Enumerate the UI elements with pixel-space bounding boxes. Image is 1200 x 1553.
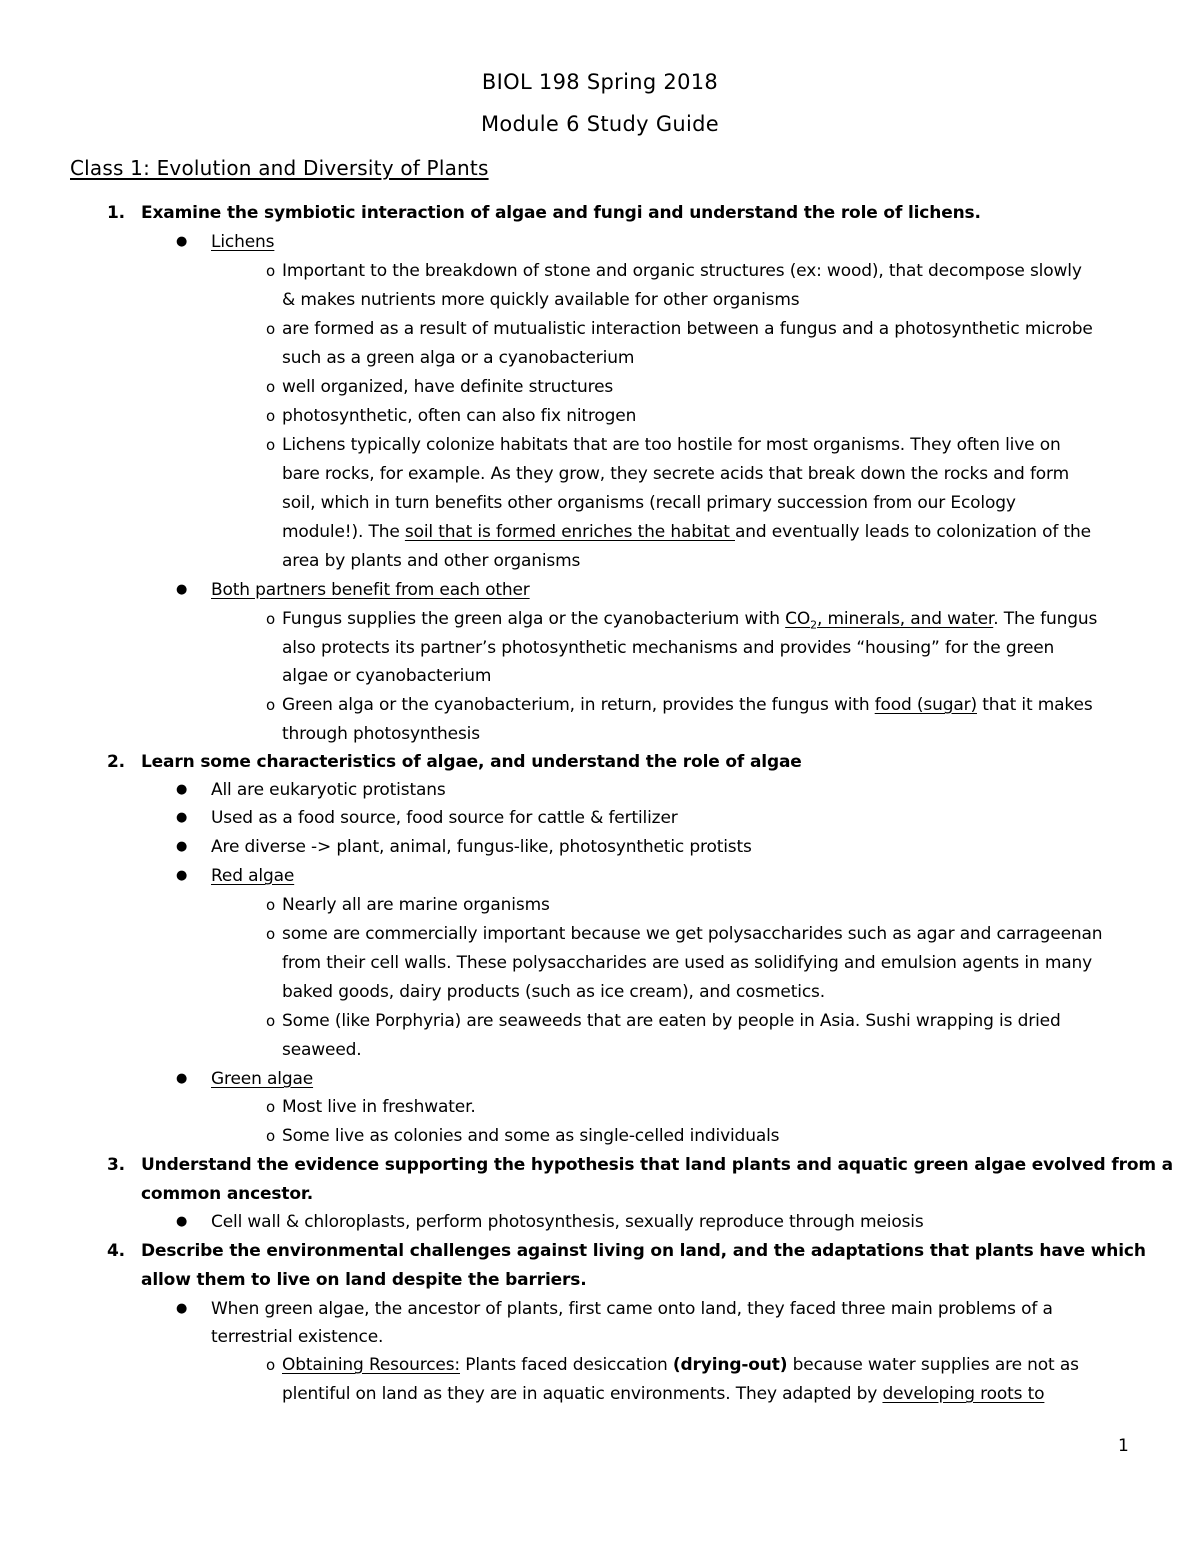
sub-bullet-marker: o [266, 407, 276, 425]
underlined-phrase [785, 609, 994, 632]
text-run: that it makes [976, 695, 1093, 715]
text-run: plentiful on land as they are in aquatic environments. They adapted by [282, 1384, 883, 1404]
sub-bullet-marker: o [266, 696, 276, 714]
sub-bullet [266, 318, 1093, 340]
bullet [176, 1211, 924, 1233]
sub-bullet-continuation [282, 1383, 1044, 1405]
question-3 [107, 1154, 1173, 1176]
course-title: BIOL 198 Spring 2018 [481, 70, 719, 94]
sub-bullet-marker: o [266, 1012, 276, 1030]
question-number: 2. [107, 752, 125, 772]
sub-bullet [266, 694, 1093, 716]
sub-bullet [266, 1354, 1079, 1376]
sub-bullet [266, 894, 550, 916]
question-4 [107, 1240, 1146, 1262]
question-text: Learn some characteristics of algae, and understand the role of algae [141, 752, 802, 772]
bullet-lichens [176, 231, 274, 253]
sub-bullet [266, 434, 1061, 456]
sub-bullet [266, 1125, 779, 1147]
sub-bullet-continuation: also protects its partner’s photosynthetic mechanisms and provides “housing” for the green [282, 638, 1055, 658]
bullet-label: Both partners benefit from each other [211, 580, 530, 600]
sub-bullet-continuation: baked goods, dairy products (such as ice cream), and cosmetics. [282, 982, 825, 1002]
bullet-icon: ● [176, 234, 188, 249]
sub-bullet-marker: o [266, 378, 276, 396]
sub-bullet-continuation: soil, which in turn benefits other organisms (recall primary succession from our Ecology [282, 493, 1016, 513]
sub-bullet-text: Nearly all are marine organisms [282, 895, 550, 915]
sub-bullet-marker: o [266, 262, 276, 280]
class-heading: Class 1: Evolution and Diversity of Plants [70, 156, 489, 180]
sub-bullet-text: Important to the breakdown of stone and organic structures (ex: wood), that decompose slowly [282, 261, 1082, 281]
bullet-text: All are eukaryotic protistans [211, 780, 446, 800]
bullet-label: Green algae [211, 1069, 314, 1089]
bullet-icon: ● [176, 582, 188, 597]
sub-bullet-marker: o [266, 320, 276, 338]
bullet-icon: ● [176, 1214, 188, 1229]
sub-bullet [266, 608, 1097, 636]
bullet-text: When green algae, the ancestor of plants, first came onto land, they faced three main problems of a [211, 1299, 1053, 1319]
bullet-icon: ● [176, 810, 188, 825]
bullet [176, 1298, 1053, 1320]
guide-title: Module 6 Study Guide [480, 112, 720, 136]
underlined-phrase: Obtaining Resources: [282, 1355, 460, 1375]
text-run: , minerals, and water [816, 609, 994, 629]
text-run: Green alga or the cyanobacterium, in return, provides the fungus with [282, 695, 875, 715]
sub-bullet-continuation: area by plants and other organisms [282, 551, 581, 571]
sub-bullet-text: photosynthetic, often can also fix nitrogen [282, 406, 637, 426]
sub-bullet-text: some are commercially important because we get polysaccharides such as agar and carrageenan [282, 924, 1103, 944]
sub-bullet-continuation: & makes nutrients more quickly available for other organisms [282, 290, 800, 310]
sub-bullet-continuation: such as a green alga or a cyanobacterium [282, 348, 635, 368]
bullet [176, 836, 752, 858]
sub-bullet-continuation: algae or cyanobacterium [282, 666, 492, 686]
sub-bullet-text: Some (like Porphyria) are seaweeds that are eaten by people in Asia. Sushi wrapping is dried [282, 1011, 1061, 1031]
bullet-icon: ● [176, 782, 188, 797]
bullet-text: Used as a food source, food source for cattle & fertilizer [211, 808, 678, 828]
underlined-phrase: developing roots to [882, 1384, 1045, 1404]
bullet-continuation: terrestrial existence. [211, 1327, 384, 1347]
question-number: 4. [107, 1241, 125, 1261]
text-run: and eventually leads to colonization of the [735, 522, 1091, 542]
question-1 [107, 202, 981, 224]
page-number: 1 [1118, 1436, 1129, 1456]
sub-bullet-text: Lichens typically colonize habitats that are too hostile for most organisms. They often live on [282, 435, 1061, 455]
bullet-icon: ● [176, 1071, 188, 1086]
subscript: 2 [810, 618, 817, 632]
sub-bullet-marker: o [266, 1127, 276, 1145]
sub-bullet-continuation [282, 521, 1091, 543]
sub-bullet [266, 1010, 1061, 1032]
text-run: because water supplies are not as [787, 1355, 1079, 1375]
bullet-icon: ● [176, 1301, 188, 1316]
question-text: Describe the environmental challenges against living on land, and the adaptations that plants have which [141, 1241, 1146, 1261]
bullet [176, 807, 678, 829]
sub-bullet-continuation: bare rocks, for example. As they grow, they secrete acids that break down the rocks and form [282, 464, 1069, 484]
text-run: . The fungus [993, 609, 1098, 629]
question-number: 1. [107, 203, 125, 223]
sub-bullet [266, 923, 1102, 945]
question-continuation: allow them to live on land despite the barriers. [141, 1270, 587, 1290]
sub-bullet [266, 1096, 476, 1118]
question-continuation: common ancestor. [141, 1184, 314, 1204]
sub-bullet-text: well organized, have definite structures [282, 377, 614, 397]
text-run: module!). The [282, 522, 405, 542]
sub-bullet-marker: o [266, 896, 276, 914]
bullet-text: Are diverse -> plant, animal, fungus-like, photosynthetic protists [211, 837, 752, 857]
sub-bullet-continuation: seaweed. [282, 1040, 362, 1060]
bullet-text: Cell wall & chloroplasts, perform photosynthesis, sexually reproduce through meiosis [211, 1212, 924, 1232]
bullet-both-partners [176, 579, 530, 601]
sub-bullet-marker: o [266, 1098, 276, 1116]
sub-bullet-marker: o [266, 925, 276, 943]
underlined-phrase: soil that is formed enriches the habitat [404, 522, 735, 542]
question-number: 3. [107, 1155, 125, 1175]
question-2 [107, 751, 802, 773]
sub-bullet-marker: o [266, 1356, 276, 1374]
bullet-green-algae [176, 1068, 313, 1090]
bullet [176, 779, 446, 801]
question-text: Understand the evidence supporting the hypothesis that land plants and aquatic green algae evolved from a [141, 1155, 1174, 1175]
sub-bullet-marker: o [266, 436, 276, 454]
bold-phrase: (drying-out) [672, 1355, 788, 1375]
text-run: CO [785, 609, 811, 629]
bullet-icon: ● [176, 868, 188, 883]
question-text: Examine the symbiotic interaction of algae and fungi and understand the role of lichens. [141, 203, 981, 223]
bullet-label: Red algae [211, 866, 295, 886]
sub-bullet-continuation: from their cell walls. These polysaccharides are used as solidifying and emulsion agents in many [282, 953, 1093, 973]
underlined-phrase: food (sugar) [874, 695, 977, 715]
sub-bullet-text: are formed as a result of mutualistic interaction between a fungus and a photosynthetic microbe [282, 319, 1093, 339]
sub-bullet-text: Most live in freshwater. [282, 1097, 476, 1117]
text-run: Fungus supplies the green alga or the cyanobacterium with [282, 609, 786, 629]
sub-bullet-text: Some live as colonies and some as single-celled individuals [282, 1126, 780, 1146]
sub-bullet [266, 260, 1082, 282]
sub-bullet [266, 376, 613, 398]
bullet-icon: ● [176, 839, 188, 854]
sub-bullet [266, 405, 636, 427]
bullet-label: Lichens [211, 232, 275, 252]
sub-bullet-continuation: through photosynthesis [282, 724, 480, 744]
text-run: Plants faced desiccation [460, 1355, 673, 1375]
sub-bullet-marker: o [266, 610, 276, 628]
bullet-red-algae [176, 865, 294, 887]
